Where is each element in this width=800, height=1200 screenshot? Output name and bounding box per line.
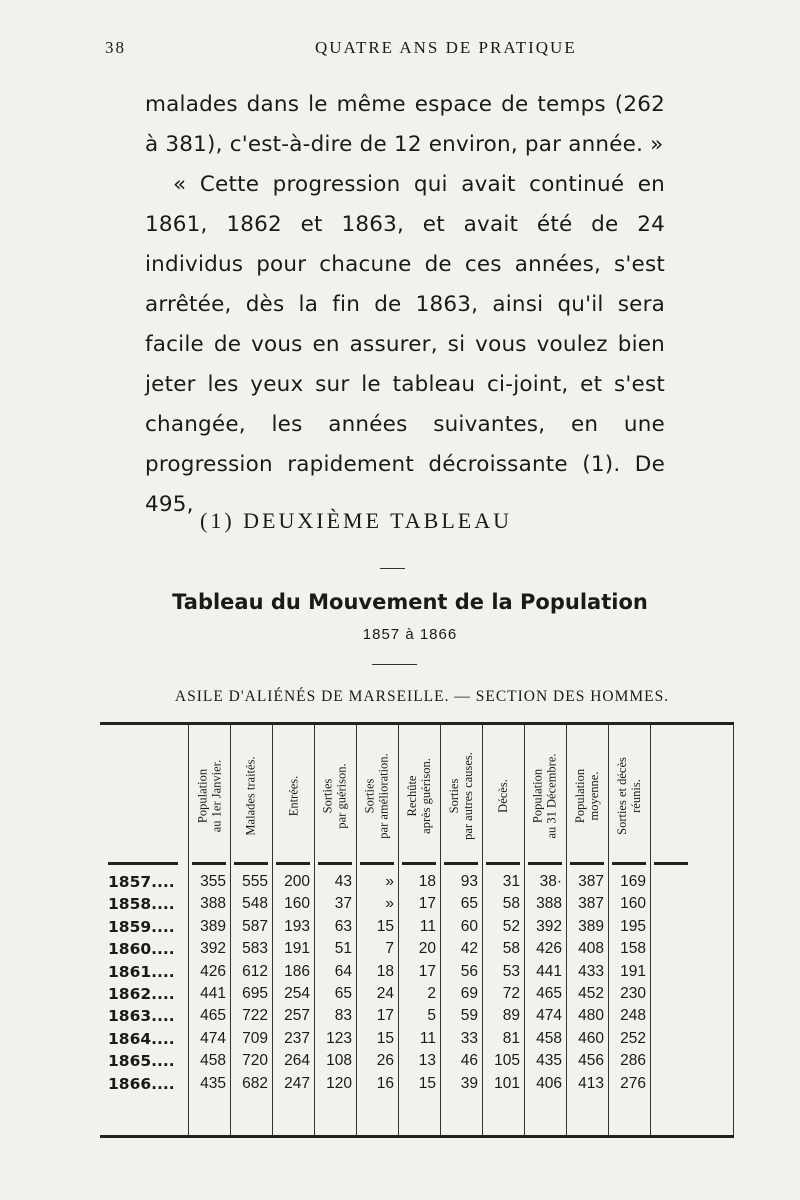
table-cell: 387 bbox=[578, 895, 604, 913]
table-cell: 193 bbox=[284, 917, 310, 935]
column-header-label: Population au 31 Décembre. bbox=[531, 753, 559, 839]
table-row bbox=[100, 1028, 734, 1050]
table-cell: 480 bbox=[578, 1007, 604, 1025]
table-row bbox=[100, 1050, 734, 1072]
paragraph-2: « Cette progression qui avait continué en 1861, 1862 et 1863, et avait été de 24 individus pour chacune de ces années, s'est arrêtée, dès la fin de 1863, ainsi qu'il sera facile de vous en assurer, si vous voulez bien jeter les yeux sur le tableau ci-joint, et s'est changée, les années suivantes, en une progression rapidement décroissante (1). De 495, bbox=[145, 172, 665, 517]
column-header bbox=[609, 735, 649, 857]
table-cell: » bbox=[385, 873, 394, 890]
table-cell: 16 bbox=[376, 1074, 394, 1092]
table-cell: 456 bbox=[578, 1052, 604, 1070]
table-cell: 108 bbox=[326, 1052, 352, 1070]
table-cell: 460 bbox=[578, 1029, 604, 1047]
column-header bbox=[231, 735, 271, 857]
table-row bbox=[100, 938, 734, 960]
column-header-label: Population au 1er Janvier. bbox=[195, 759, 224, 833]
table-cell: 583 bbox=[242, 940, 268, 958]
table-cell: 83 bbox=[334, 1007, 352, 1025]
table-cell: 474 bbox=[200, 1029, 226, 1047]
table-cell: 465 bbox=[536, 985, 562, 1002]
divider bbox=[380, 568, 405, 569]
table-cell: 160 bbox=[284, 895, 310, 913]
table-cell: 426 bbox=[200, 962, 226, 980]
header-rule bbox=[318, 862, 352, 865]
table-cell: 120 bbox=[326, 1074, 352, 1092]
table-cell: 33 bbox=[460, 1029, 478, 1047]
column-header bbox=[483, 735, 523, 857]
table-row bbox=[100, 961, 734, 983]
table-cell: 388 bbox=[536, 895, 562, 913]
header-rule bbox=[108, 862, 178, 865]
table-cell: 709 bbox=[242, 1029, 268, 1047]
table-cell: 31 bbox=[502, 873, 520, 890]
column-header-label: Sorties par autres causes. bbox=[447, 752, 475, 840]
table-row bbox=[100, 916, 734, 938]
header-rule bbox=[276, 862, 310, 865]
header-rule bbox=[528, 862, 562, 865]
table-cell: 58 bbox=[502, 895, 520, 913]
year-cell: 1863.... bbox=[108, 1007, 175, 1026]
table-cell: 123 bbox=[326, 1029, 352, 1047]
body-text bbox=[145, 85, 665, 525]
table-cell: 433 bbox=[578, 962, 604, 980]
table-cell: 93 bbox=[460, 873, 478, 890]
table-cell: 63 bbox=[334, 917, 352, 935]
year-cell: 1858.... bbox=[108, 895, 175, 914]
table-cell: 474 bbox=[536, 1007, 562, 1025]
table-cell: 720 bbox=[242, 1052, 268, 1070]
table-cell: 13 bbox=[418, 1052, 436, 1070]
table-title: Tableau du Mouvement de la Population bbox=[172, 590, 648, 614]
divider bbox=[372, 664, 417, 665]
table-cell: 53 bbox=[502, 962, 520, 980]
table-cell: 458 bbox=[536, 1029, 562, 1047]
table-cell: 264 bbox=[284, 1052, 310, 1070]
table-cell: 18 bbox=[376, 962, 394, 980]
page-number: 38 bbox=[105, 38, 126, 57]
table-row bbox=[100, 871, 734, 893]
header-rule bbox=[444, 862, 478, 865]
table-cell: 60 bbox=[460, 917, 478, 935]
table-row bbox=[100, 1073, 734, 1095]
table-cell: 43 bbox=[334, 873, 352, 890]
table-cell: 392 bbox=[200, 940, 226, 958]
table-cell: 15 bbox=[418, 1074, 436, 1092]
table-cell: 56 bbox=[460, 962, 478, 980]
table-cell: 38· bbox=[539, 873, 562, 890]
table-cell: 435 bbox=[200, 1074, 226, 1092]
column-header bbox=[525, 735, 565, 857]
table-cell: 612 bbox=[242, 962, 268, 980]
column-header bbox=[315, 735, 355, 857]
table-cell: 388 bbox=[200, 895, 226, 913]
table-cell: » bbox=[385, 895, 394, 913]
column-header-label: Sorties et décès réunis. bbox=[615, 757, 644, 835]
column-header bbox=[567, 735, 607, 857]
header-rule bbox=[234, 862, 268, 865]
table-cell: 186 bbox=[284, 962, 310, 980]
table-cell: 555 bbox=[242, 873, 268, 890]
table-cell: 160 bbox=[620, 895, 646, 913]
table-cell: 52 bbox=[502, 917, 520, 935]
table-cell: 252 bbox=[620, 1029, 646, 1047]
table-cell: 169 bbox=[620, 873, 646, 890]
table-cell: 51 bbox=[334, 940, 352, 958]
table-cell: 101 bbox=[494, 1074, 520, 1092]
table-cell: 722 bbox=[242, 1007, 268, 1025]
header-rule bbox=[612, 862, 646, 865]
table-cell: 58 bbox=[502, 940, 520, 958]
table-cell: 37 bbox=[334, 895, 352, 913]
table-cell: 355 bbox=[200, 873, 226, 890]
table-cell: 441 bbox=[200, 985, 226, 1002]
table-cell: 26 bbox=[376, 1052, 394, 1070]
table-subtitle: 1857 à 1866 bbox=[362, 626, 458, 643]
table-cell: 230 bbox=[620, 985, 646, 1002]
column-header bbox=[399, 735, 439, 857]
column-header-label: Décès. bbox=[495, 779, 510, 813]
table-cell: 72 bbox=[502, 985, 520, 1002]
table-cell: 65 bbox=[334, 985, 352, 1002]
population-table bbox=[100, 722, 734, 1138]
table-cell: 237 bbox=[284, 1029, 310, 1047]
table-cell: 548 bbox=[242, 895, 268, 913]
column-header-label: Sorties par amélioration. bbox=[363, 753, 392, 839]
table-cell: 435 bbox=[536, 1052, 562, 1070]
table-cell: 59 bbox=[460, 1007, 478, 1025]
table-cell: 247 bbox=[284, 1074, 310, 1092]
footnote-heading: (1) DEUXIÈME TABLEAU bbox=[200, 508, 513, 533]
table-cell: 18 bbox=[418, 873, 436, 890]
table-cell: 24 bbox=[376, 985, 394, 1002]
table-cell: 389 bbox=[578, 917, 604, 935]
year-cell: 1864.... bbox=[108, 1029, 175, 1048]
table-cell: 191 bbox=[620, 962, 646, 980]
table-cell: 458 bbox=[200, 1052, 226, 1070]
table-cell: 46 bbox=[460, 1052, 478, 1070]
table-cell: 248 bbox=[620, 1007, 646, 1025]
table-cell: 20 bbox=[418, 940, 436, 958]
table-cell: 465 bbox=[200, 1007, 226, 1025]
table-cell: 695 bbox=[242, 985, 268, 1002]
running-title: QUATRE ANS DE PRATIQUE bbox=[315, 38, 577, 57]
header-rule bbox=[486, 862, 520, 865]
table-cell: 5 bbox=[427, 1007, 436, 1025]
table-cell: 17 bbox=[418, 962, 436, 980]
table-cell: 7 bbox=[385, 940, 394, 958]
section-title: ASILE D'ALIÉNÉS DE MARSEILLE. — SECTION DES HOMMES. bbox=[174, 688, 670, 705]
column-header bbox=[357, 735, 397, 857]
table-cell: 158 bbox=[620, 940, 646, 958]
table-cell: 11 bbox=[419, 917, 436, 935]
column-header-label: Malades traités. bbox=[244, 756, 259, 836]
table-cell: 42 bbox=[460, 940, 478, 958]
year-cell: 1866.... bbox=[108, 1074, 175, 1093]
table-cell: 105 bbox=[494, 1052, 520, 1070]
table-cell: 65 bbox=[460, 895, 478, 913]
table-cell: 406 bbox=[536, 1074, 562, 1092]
table-cell: 682 bbox=[242, 1074, 268, 1092]
year-cell: 1859.... bbox=[108, 917, 175, 936]
table-cell: 426 bbox=[536, 940, 562, 958]
table-row bbox=[100, 893, 734, 915]
column-header-label: Rechûte après guérison. bbox=[405, 758, 434, 834]
header-rule bbox=[192, 862, 226, 865]
table-cell: 39 bbox=[460, 1074, 478, 1092]
table-cell: 89 bbox=[502, 1007, 520, 1025]
table-cell: 17 bbox=[418, 895, 436, 913]
table-cell: 276 bbox=[620, 1074, 646, 1092]
table-cell: 389 bbox=[200, 917, 226, 935]
header-rule bbox=[360, 862, 394, 865]
column-header bbox=[441, 735, 481, 857]
column-header bbox=[189, 735, 229, 857]
running-head bbox=[105, 38, 690, 64]
table-cell: 200 bbox=[284, 873, 310, 890]
table-cell: 195 bbox=[620, 917, 646, 935]
table-cell: 15 bbox=[376, 1029, 394, 1047]
table-cell: 2 bbox=[427, 985, 436, 1002]
year-cell: 1861.... bbox=[108, 962, 175, 981]
header-rule bbox=[654, 862, 688, 865]
table-cell: 286 bbox=[620, 1052, 646, 1070]
column-header bbox=[273, 735, 313, 857]
table-cell: 392 bbox=[536, 917, 562, 935]
column-header-label: Population moyenne. bbox=[573, 768, 602, 824]
table-cell: 254 bbox=[284, 985, 310, 1002]
table-cell: 69 bbox=[460, 985, 478, 1002]
year-cell: 1857.... bbox=[108, 873, 175, 891]
table-cell: 17 bbox=[376, 1007, 394, 1025]
table-cell: 587 bbox=[242, 917, 268, 935]
table-cell: 257 bbox=[284, 1007, 310, 1025]
table-cell: 452 bbox=[578, 985, 604, 1002]
table-cell: 11 bbox=[419, 1029, 436, 1047]
table-cell: 81 bbox=[502, 1029, 520, 1047]
year-cell: 1862.... bbox=[108, 985, 175, 1003]
table-cell: 441 bbox=[536, 962, 562, 980]
header-rule bbox=[402, 862, 436, 865]
header-rule bbox=[570, 862, 604, 865]
table-cell: 15 bbox=[376, 917, 394, 935]
table-row bbox=[100, 1005, 734, 1027]
table-cell: 387 bbox=[578, 873, 604, 890]
year-cell: 1860.... bbox=[108, 940, 175, 959]
table-cell: 191 bbox=[284, 940, 310, 958]
table-row bbox=[100, 983, 734, 1005]
column-header-label: Sorties par guérison. bbox=[321, 763, 350, 829]
year-cell: 1865.... bbox=[108, 1052, 175, 1071]
paragraph-1: malades dans le même espace de temps (262 à 381), c'est-à-dire de 12 environ, par année. » bbox=[145, 92, 665, 157]
table-cell: 408 bbox=[578, 940, 604, 958]
column-header-label: Entrées. bbox=[286, 775, 301, 817]
table-cell: 413 bbox=[578, 1074, 604, 1092]
table-cell: 64 bbox=[334, 962, 352, 980]
